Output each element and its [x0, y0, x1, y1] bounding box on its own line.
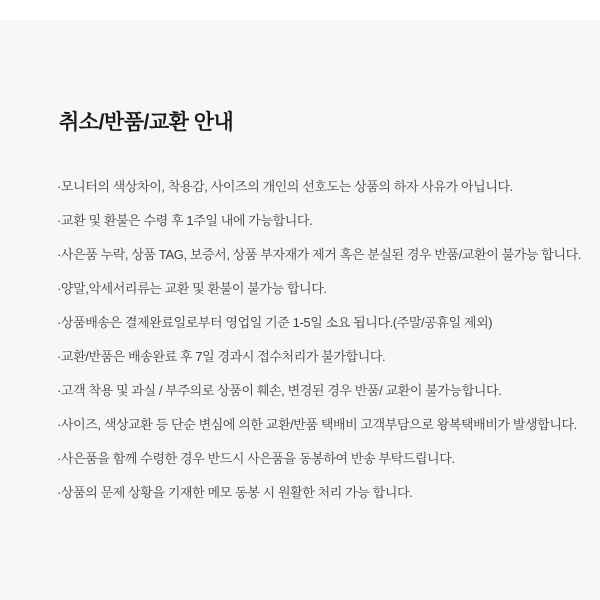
- notice-line: ·사은품을 함께 수령한 경우 반드시 사은품을 동봉하여 반송 부탁드립니다.: [57, 451, 455, 466]
- notice-panel: [0, 20, 600, 600]
- notice-line: ·사이즈, 색상교환 등 단순 변심에 의한 교환/반품 택배비 고객부담으로 왕복택배비가 발생합니다.: [57, 417, 577, 432]
- notice-line: ·고객 착용 및 과실 / 부주의로 상품이 훼손, 변경된 경우 반품/ 교환이 불가능합니다.: [57, 383, 502, 398]
- notice-line: ·상품배송은 결제완료일로부터 영업일 기준 1-5일 소요 됩니다.(주말/공휴일 제외): [57, 315, 493, 330]
- page-title: 취소/반품/교환 안내: [59, 111, 234, 134]
- notice-line: ·상품의 문제 상황을 기재한 메모 동봉 시 원활한 처리 가능 합니다.: [57, 485, 413, 500]
- notice-line: ·교환/반품은 배송완료 후 7일 경과시 접수처리가 불가합니다.: [57, 349, 386, 364]
- notice-list: [57, 170, 596, 510]
- notice-line: ·모니터의 색상차이, 착용감, 사이즈의 개인의 선호도는 상품의 하자 사유가 아닙니다.: [57, 179, 513, 194]
- notice-line: ·사은품 누락, 상품 TAG, 보증서, 상품 부자재가 제거 혹은 분실된 경우 반품/교환이 불가능 합니다.: [57, 247, 581, 262]
- top-white-strip: [0, 0, 600, 20]
- notice-line: ·양말,악세서리류는 교환 및 환불이 불가능 합니다.: [57, 281, 327, 296]
- notice-line: ·교환 및 환불은 수령 후 1주일 내에 가능합니다.: [57, 213, 313, 228]
